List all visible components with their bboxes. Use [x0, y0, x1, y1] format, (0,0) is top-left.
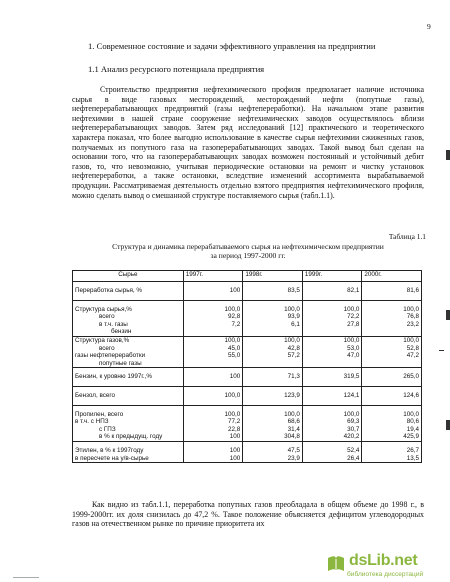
row-labels — [73, 300, 184, 336]
cell-value: 100,0 — [224, 305, 241, 313]
cell-value: 100,0 — [403, 305, 419, 313]
cell-value: 76,8 — [406, 313, 419, 321]
cell-1997 — [183, 336, 243, 367]
cell-2000 — [362, 300, 422, 336]
table-caption-title: Структура и динамика перерабатываемого сырья на нефтехимическом предприятии — [112, 242, 384, 251]
cell-value: 71,3 — [287, 373, 300, 381]
cell-value: 319,5 — [343, 373, 360, 381]
cell-value: 68,6 — [287, 418, 300, 426]
cell-value: 100,0 — [343, 336, 360, 344]
table-row — [73, 386, 422, 405]
cell-value: 7,2 — [231, 320, 241, 328]
row-label: всего — [99, 313, 115, 321]
cell-1997 — [183, 441, 243, 462]
cell-1999 — [302, 336, 362, 367]
cell-value: 30,7 — [347, 425, 360, 433]
section-heading: 1. Современное состояние и задачи эффективного управления на предприятии — [88, 41, 376, 51]
cell-1999 — [302, 368, 362, 387]
header-cell-2000: 2000г. — [362, 271, 422, 282]
cell-value: 100,0 — [403, 336, 419, 344]
cell-value: 52,4 — [347, 446, 360, 454]
scan-edge-mark — [439, 350, 444, 351]
row-label: бензин — [111, 328, 132, 336]
cell-2000 — [362, 336, 422, 367]
cell-value: 26,4 — [347, 454, 360, 462]
table-header-row — [73, 271, 422, 282]
header-cell-1999: 1999г. — [302, 271, 362, 282]
table-number: Таблица 1.1 — [388, 232, 426, 241]
row-label: в т.ч. с НПЗ — [75, 418, 109, 426]
cell-1998 — [243, 368, 303, 387]
cell-value: 31,4 — [287, 425, 300, 433]
table-row — [73, 282, 422, 301]
cell-value: 93,9 — [287, 313, 300, 321]
row-label: Бензин, к уровню 1997г.,% — [75, 373, 153, 381]
row-label: с ГПЗ — [99, 425, 116, 433]
cell-value: 100 — [229, 454, 241, 462]
cell-value: 47,5 — [287, 446, 300, 454]
scan-edge-mark — [446, 420, 450, 430]
cell-1998 — [243, 300, 303, 336]
cell-2000 — [362, 441, 422, 462]
cell-value: 42,8 — [287, 344, 300, 352]
row-labels — [73, 386, 184, 405]
row-label: в % к предыдущ. году — [99, 433, 163, 441]
cell-value: 100,0 — [343, 410, 360, 418]
page-number: 9 — [427, 22, 431, 31]
cell-value: 81,6 — [406, 287, 419, 294]
cell-value: 47,0 — [347, 352, 360, 360]
cell-value: 100 — [229, 446, 241, 454]
cell-value: 52,8 — [406, 344, 419, 352]
scan-bottom-mark — [13, 577, 39, 578]
row-labels — [73, 405, 184, 441]
cell-1999 — [302, 386, 362, 405]
cell-1999 — [302, 405, 362, 441]
cell-value: 27,8 — [347, 320, 360, 328]
cell-value: 100 — [229, 373, 241, 381]
cell-value: 100 — [229, 287, 241, 294]
cell-value: 124,1 — [343, 391, 360, 399]
table-row — [73, 368, 422, 387]
cell-1998 — [243, 386, 303, 405]
table-caption-period: за период 1997-2000 гг. — [210, 251, 286, 261]
cell-value: 45,0 — [228, 344, 241, 352]
raw-material-table — [72, 270, 422, 463]
cell-value: 53,0 — [347, 344, 360, 352]
table-caption — [72, 242, 424, 261]
cell-value: 19,4 — [406, 425, 419, 433]
table-row — [73, 300, 422, 336]
cell-value: 100,0 — [224, 391, 241, 399]
row-label: Переработка сырья, % — [75, 287, 142, 294]
row-label: попутные газы — [99, 359, 142, 367]
cell-value: 124,6 — [403, 391, 419, 399]
header-cell-material: Сырье — [73, 271, 184, 282]
cell-value: 265,0 — [403, 373, 419, 381]
row-label: Структура газов,% — [75, 336, 130, 344]
book-logo-icon — [325, 553, 347, 575]
watermark-subtitle: библиотека диссертаций — [347, 571, 424, 578]
cell-value: 100,0 — [224, 336, 241, 344]
intro-paragraph-text: Строительство предприятия нефтехимического профиля предполагает наличие источника сырья в виде газовых месторождений, месторождений нефти (попутные газы), нефтеперерабатывающих предприятий (газы нефтепереработки). На начальном этапе развития нефтехимии в нашей стране сооружение нефтехимических заводов осуществлялось вблизи нефтеперерабатывающих заводов. Затем ряд исследований [12] практического и теоретического характера показал, что более выгодно использование в качестве сырья нефтехимии сжиженных газов, получаемых из попутного газа на газоперерабатывающих заводах. Такой вывод был сделан на основании того, что на газоперерабатывающих заводах возможен постоянный и устойчивый дебит газов, то, что невозможно, учитывая периодические остановки на ремонт и чистку установок нефтепереработки, а также остановки, вследствие изменений ассортимента вырабатываемой продукции. Рассматриваемая деятельность отдельно взятого предприятия нефтехимического профиля, можно сделать вывод о смешанной структуре поставляемого сырья (табл.1.1). — [72, 85, 424, 200]
header-cell-1998: 1998г. — [243, 271, 303, 282]
cell-value: 77,2 — [228, 418, 241, 426]
cell-value: 23,9 — [287, 454, 300, 462]
cell-1997 — [183, 368, 243, 387]
cell-value: 22,8 — [228, 425, 241, 433]
header-cell-1997: 1997г. — [183, 271, 243, 282]
cell-value: 23,2 — [406, 320, 419, 328]
scan-edge-mark — [446, 310, 450, 320]
cell-value: 100,0 — [284, 336, 300, 344]
intro-paragraph — [72, 85, 424, 200]
cell-1998 — [243, 336, 303, 367]
cell-2000 — [362, 386, 422, 405]
cell-1997 — [183, 282, 243, 301]
closing-paragraph — [72, 500, 424, 529]
row-label: всего — [99, 344, 115, 352]
cell-1999 — [302, 282, 362, 301]
cell-value: 26,7 — [406, 446, 419, 454]
row-labels — [73, 441, 184, 462]
cell-value: 100,0 — [284, 410, 300, 418]
cell-value: 123,9 — [284, 391, 300, 399]
cell-value: 100,0 — [343, 305, 360, 313]
cell-value: 304,8 — [284, 433, 300, 441]
cell-value: 100,0 — [224, 410, 241, 418]
cell-value: 100 — [229, 433, 241, 441]
cell-value: 100,0 — [403, 410, 419, 418]
cell-value: 425,9 — [403, 433, 419, 441]
cell-1998 — [243, 405, 303, 441]
cell-1999 — [302, 300, 362, 336]
table-row — [73, 336, 422, 367]
cell-1997 — [183, 386, 243, 405]
cell-value: 13,5 — [406, 454, 419, 462]
cell-1998 — [243, 282, 303, 301]
row-labels — [73, 368, 184, 387]
row-label: в т.ч. газы — [99, 320, 128, 328]
watermark-logo-text: dsLib.net — [349, 552, 418, 569]
cell-value: 92,8 — [228, 313, 241, 321]
cell-2000 — [362, 282, 422, 301]
cell-1997 — [183, 405, 243, 441]
cell-1998 — [243, 441, 303, 462]
cell-2000 — [362, 405, 422, 441]
cell-1999 — [302, 441, 362, 462]
watermark — [325, 553, 447, 579]
cell-1997 — [183, 300, 243, 336]
cell-value: 100,0 — [284, 305, 300, 313]
row-label: Пропилен, всего — [75, 410, 124, 418]
cell-value: 47,2 — [406, 352, 419, 360]
table-row — [73, 405, 422, 441]
row-label: Этилен, в % к 1997году — [75, 446, 144, 454]
row-label: Структура сырья,% — [75, 305, 132, 313]
cell-value: 82,1 — [347, 287, 360, 294]
cell-value: 69,3 — [347, 418, 360, 426]
row-label: Бензол, всего — [75, 391, 116, 399]
cell-value: 57,2 — [287, 352, 300, 360]
scan-edge-mark — [446, 150, 450, 160]
row-label: в пересчете на у/в-сырье — [75, 454, 149, 462]
row-label: газы нефтепереработки — [75, 352, 146, 360]
cell-value: 80,6 — [406, 418, 419, 426]
cell-value: 6,1 — [291, 320, 300, 328]
cell-value: 72,2 — [347, 313, 360, 321]
cell-value: 420,2 — [343, 433, 360, 441]
cell-value: 83,5 — [287, 287, 300, 294]
row-labels — [73, 282, 184, 301]
cell-value: 55,0 — [228, 352, 241, 360]
cell-2000 — [362, 368, 422, 387]
closing-paragraph-text: Как видно из табл.1.1, переработка попутных газов преобладала в общем объеме до 1998 г., в 1999-2000гг. их доля снизилась до 47,2 %. Такое положение объясняется дефицитом углеводородных газов на отечественном рынке по причине приоритета их — [72, 500, 424, 529]
table-row — [73, 441, 422, 462]
subsection-heading: 1.1 Анализ ресурсного потенциала предприятия — [88, 64, 265, 74]
row-labels — [73, 336, 184, 367]
